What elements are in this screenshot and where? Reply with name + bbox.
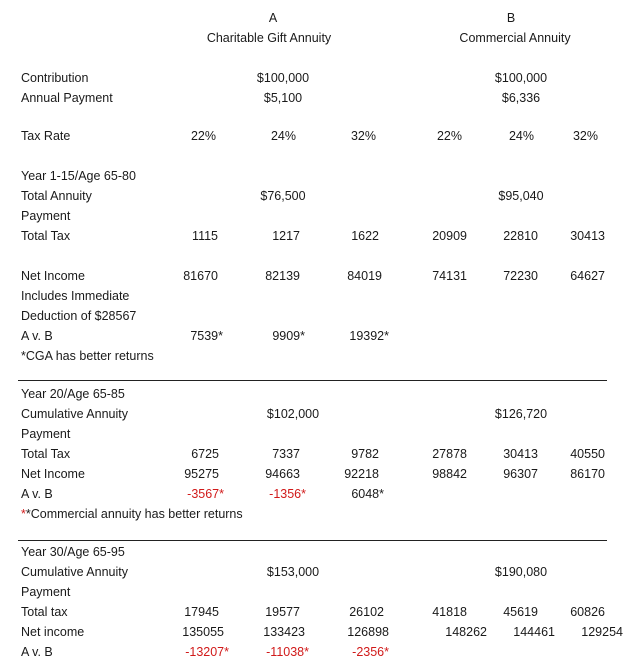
section1-net-income-b2: 72230 [503,269,538,283]
section3-total-tax-a3: 26102 [349,605,384,619]
section3-title: Year 30/Age 65-95 [21,545,125,559]
annual-payment-a: $5,100 [263,91,303,105]
section2-total-tax-b1: 27878 [432,447,467,461]
tax-rate-a2: 24% [270,129,296,143]
section2-cumulative-label: Cumulative Annuity [21,407,129,421]
section1-total-tax-a1: 1115 [192,229,218,243]
tax-rate-a1: 22% [190,129,216,143]
section1-net-income-b3: 64627 [570,269,605,283]
section2-footnote-text: *Commercial annuity has better returns [25,507,243,521]
section2-total-tax-b2: 30413 [503,447,538,461]
section1-total-annuity-label-2: Payment [21,209,71,223]
section3-total-tax-label: Total tax [21,605,68,619]
section2-net-income-b3: 86170 [570,467,605,481]
section3-total-tax-b2: 45619 [503,605,538,619]
section3-total-tax-a2: 19577 [265,605,300,619]
section3-cumulative-a: $153,000 [266,565,320,579]
section2-footnote: **Commercial annuity has better returns [21,507,243,521]
section1-total-tax-b1: 20909 [432,229,467,243]
section-divider-1 [18,380,607,381]
section1-total-tax-b2: 22810 [503,229,538,243]
section1-net-income-a2: 82139 [265,269,300,283]
section1-avb-a3: 19392* [349,329,389,343]
section1-net-income-b1: 74131 [432,269,467,283]
section3-cumulative-label: Cumulative Annuity [21,565,129,579]
section2-net-income-a2: 94663 [265,467,300,481]
section3-avb-a2: -11038* [266,645,309,659]
section1-net-income-label: Net Income [21,269,85,283]
section3-net-income-a3: 126898 [347,625,389,639]
section1-net-income-a3: 84019 [347,269,382,283]
section2-net-income-a1: 95275 [184,467,219,481]
section1-total-annuity-label: Total Annuity [21,189,92,203]
section2-total-tax-a3: 9782 [351,447,379,461]
section1-total-annuity-b: $95,040 [498,189,544,203]
section3-cumulative-label-2: Payment [21,585,71,599]
annual-payment-label: Annual Payment [21,91,113,105]
section1-total-tax-b3: 30413 [570,229,605,243]
column-a-letter: A [268,11,278,25]
section2-total-tax-a2: 7337 [272,447,300,461]
section2-total-tax-a1: 6725 [191,447,219,461]
section2-avb-a3: 6048* [351,487,384,501]
section2-avb-a2: -1356* [269,487,306,501]
section3-cumulative-b: $190,080 [494,565,548,579]
section2-net-income-a3: 92218 [344,467,379,481]
column-b-title: Commercial Annuity [459,31,571,45]
section1-total-tax-a2: 1217 [272,229,300,243]
section2-cumulative-label-2: Payment [21,427,71,441]
section3-net-income-label: Net income [21,625,85,639]
section3-net-income-b2: 144461 [513,625,555,639]
column-a-title: Charitable Gift Annuity [206,31,332,45]
tax-rate-b3: 32% [572,129,598,143]
section3-net-income-b1: 148262 [445,625,487,639]
section1-avb-a2: 9909* [272,329,305,343]
section2-net-income-label: Net Income [21,467,85,481]
section1-total-annuity-a: $76,500 [260,189,306,203]
section3-net-income-a2: 133423 [263,625,305,639]
tax-rate-label: Tax Rate [21,129,71,143]
section1-footnote: *CGA has better returns [21,349,154,363]
section3-avb-a3: -2356* [352,645,389,659]
section1-net-income-a1: 81670 [183,269,218,283]
annual-payment-b: $6,336 [501,91,541,105]
section3-total-tax-a1: 17945 [184,605,219,619]
section2-cumulative-a: $102,000 [266,407,320,421]
section2-title: Year 20/Age 65-85 [21,387,125,401]
tax-rate-b1: 22% [436,129,462,143]
tax-rate-b2: 24% [508,129,534,143]
contribution-b: $100,000 [494,71,548,85]
section2-total-tax-b3: 40550 [570,447,605,461]
contribution-a: $100,000 [256,71,310,85]
section1-avb-a1: 7539* [190,329,223,343]
section2-net-income-b2: 96307 [503,467,538,481]
section3-total-tax-b1: 41818 [432,605,467,619]
section2-avb-a1: -3567* [187,487,224,501]
section3-net-income-a1: 135055 [182,625,224,639]
section1-title: Year 1-15/Age 65-80 [21,169,136,183]
section2-net-income-b1: 98842 [432,467,467,481]
section1-total-tax-a3: 1622 [351,229,379,243]
section1-total-tax-label: Total Tax [21,229,71,243]
contribution-label: Contribution [21,71,89,85]
section-divider-2 [18,540,607,541]
section1-note-2: Deduction of $28567 [21,309,137,323]
section2-avb-label: A v. B [21,487,53,501]
section1-note-1: Includes Immediate [21,289,130,303]
section3-net-income-b3: 129254 [581,625,623,639]
column-b-letter: B [506,11,516,25]
section3-avb-label: A v. B [21,645,53,659]
tax-rate-a3: 32% [350,129,376,143]
section1-avb-label: A v. B [21,329,53,343]
section2-cumulative-b: $126,720 [494,407,548,421]
section3-avb-a1: -13207* [185,645,229,659]
section2-total-tax-label: Total Tax [21,447,71,461]
section3-total-tax-b3: 60826 [570,605,605,619]
